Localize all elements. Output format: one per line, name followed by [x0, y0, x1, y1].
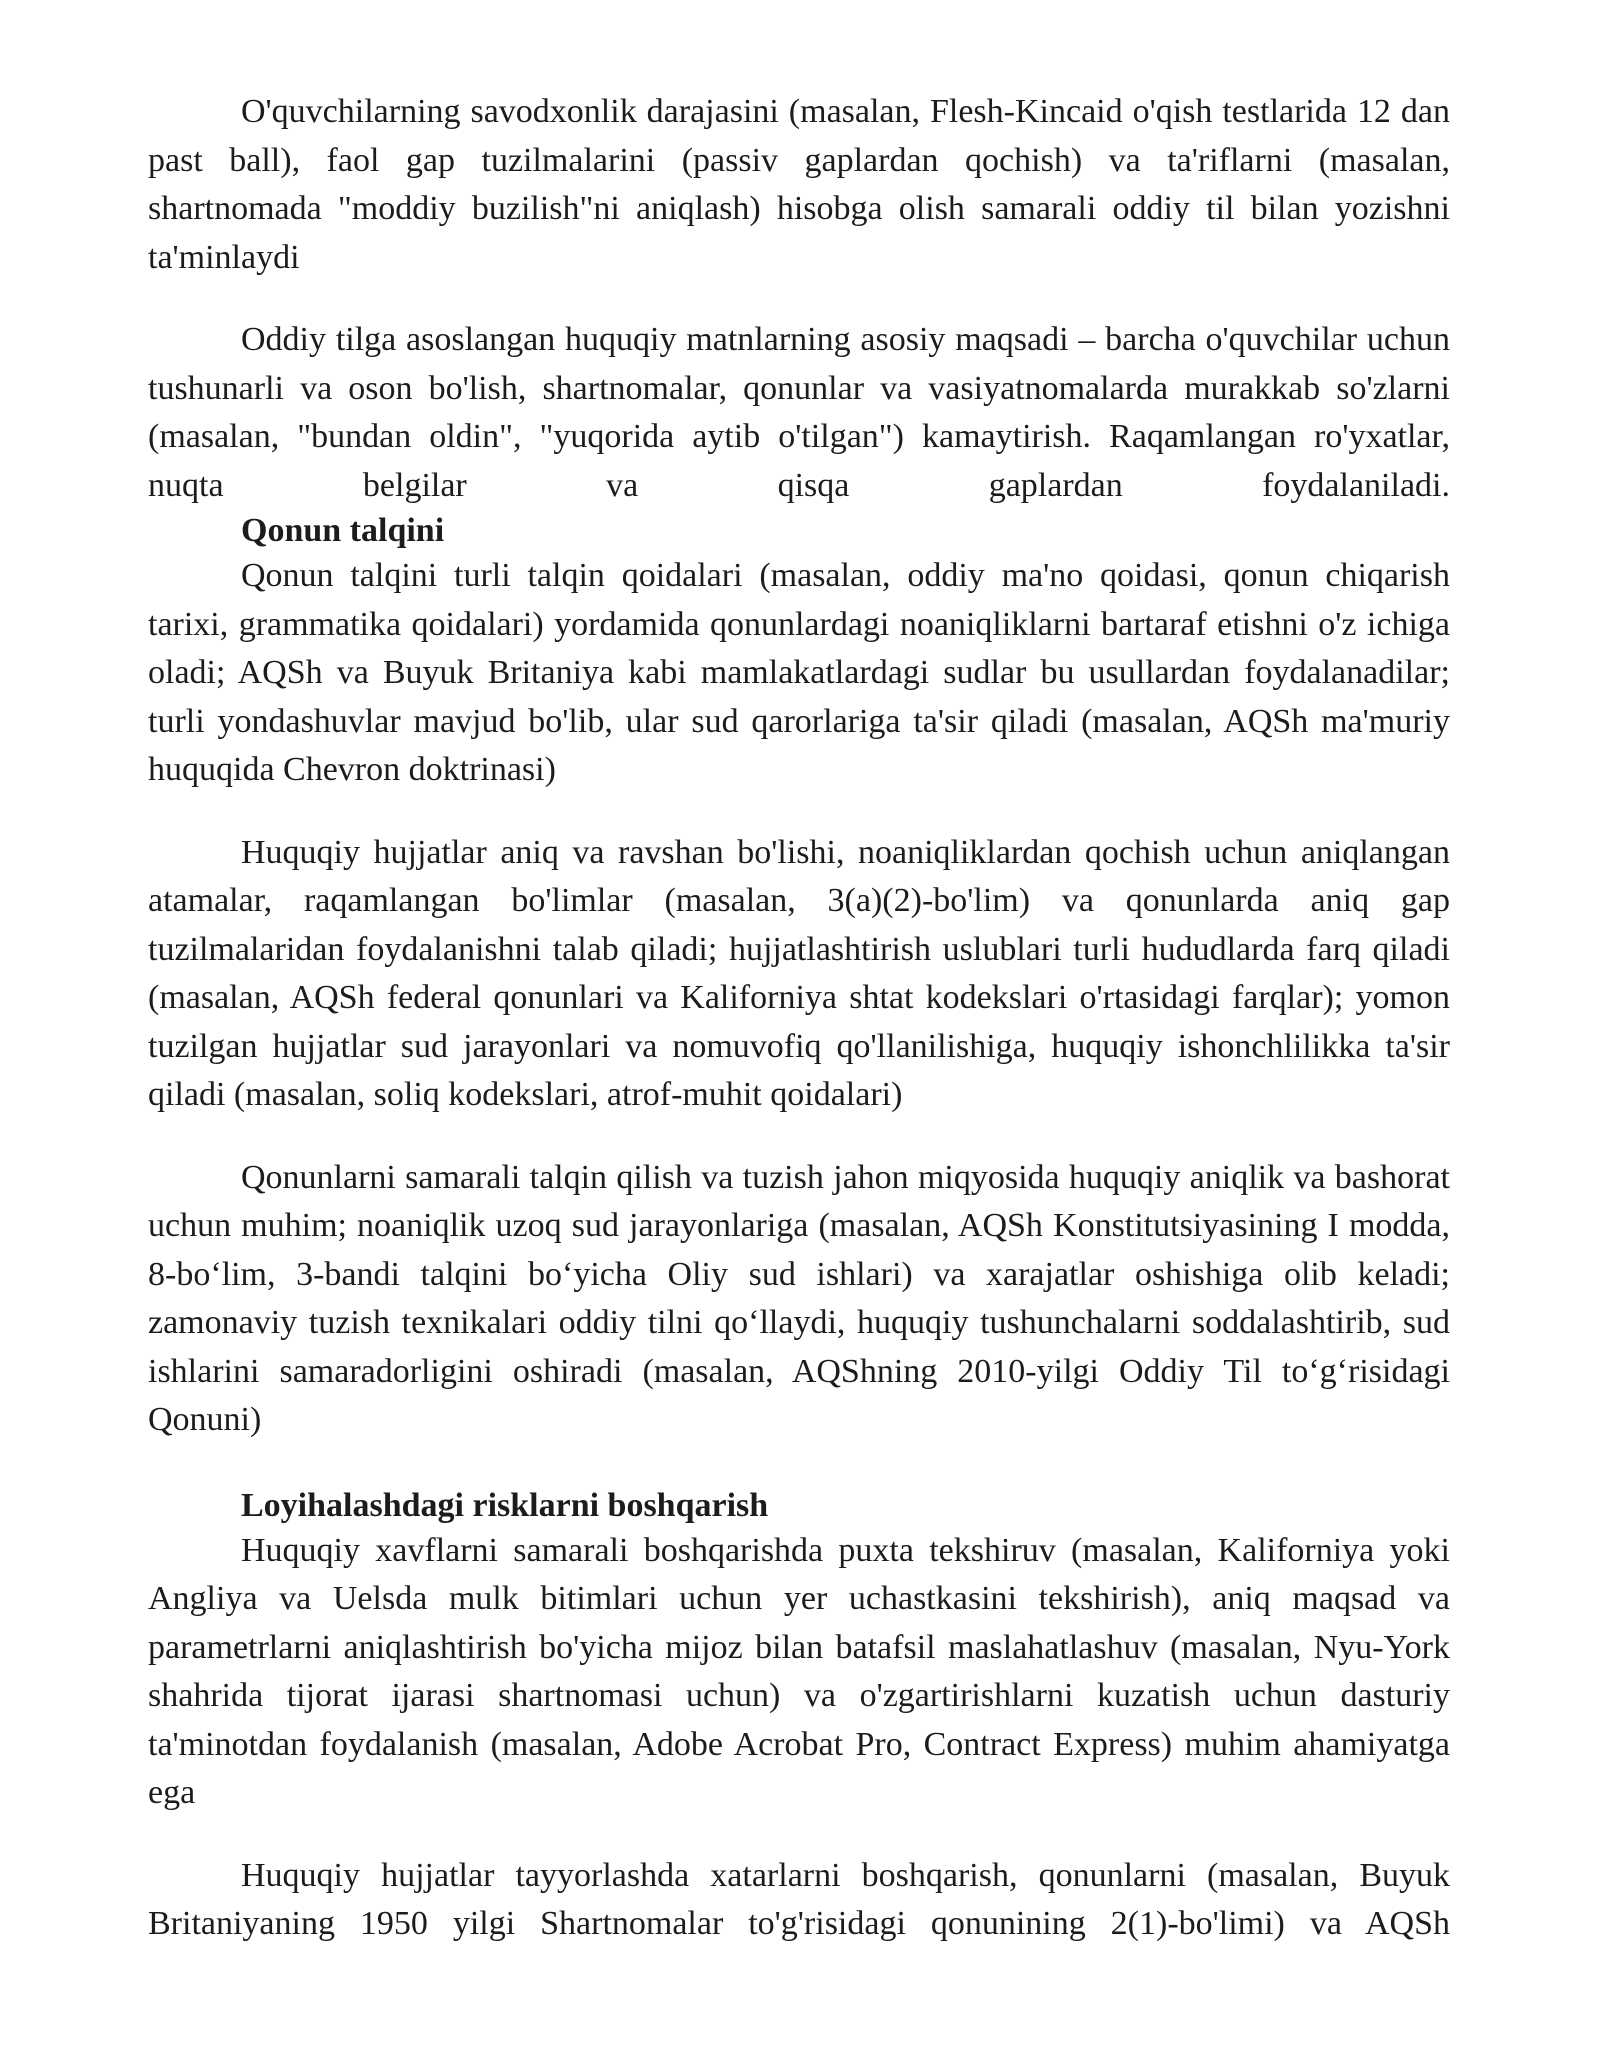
document-page [148, 88, 1450, 1949]
paragraph-risk-management: Huquqiy xavflarni samarali boshqarishda puxta tekshiruv (masalan, Kaliforniya yoki Angliya va Uelsda mulk bitimlari uchun yer uchastkasini tekshirish), aniq maqsad va parametrlarni aniqlashtirish bo'yicha mijoz bilan batafsil maslahatlashuv (masalan, Nyu-York shahrida tijorat ijarasi shartnomasi uchun) va o'zgartirishlarni kuzatish uchun dasturiy ta'minotdan foydalanish (masalan, Adobe Acrobat Pro, Contract Express) muhim ahamiyatga ega [148, 1531, 1450, 1811]
paragraph-interpretation-rules: Qonun talqini turli talqin qoidalari (masalan, oddiy ma'no qoidasi, qonun chiqarish tarixi, grammatika qoidalari) yordamida qonunlardagi noaniqliklarni bartaraf etishni o'z ichiga oladi; AQSh va Buyuk Britaniya kabi mamlakatlardagi sudlar bu usullardan foydalanadilar; turli yondashuvlar mavjud bo'lib, ular sud qarorlariga ta'sir qiladi (masalan, AQSh ma'muriy huquqida Chevron doktrinasi) [148, 557, 1450, 788]
paragraph-risk-drafting: Huquqiy hujjatlar tayyorlashda xatarlarni boshqarish, qonunlarni (masalan, Buyuk Britaniyaning 1950 yilgi Shartnomalar to'g'risidagi qonunining 2(1)-bo'limi) va AQSh [148, 1856, 1450, 1942]
section-heading-risk: Loyihalashdagi risklarni boshqarish [241, 1486, 769, 1524]
paragraph-document-clarity: Huquqiy hujjatlar aniq va ravshan bo'lishi, noaniqliklardan qochish uchun aniqlangan atamalar, raqamlangan bo'limlar (masalan, 3(a)(2)-bo'lim) va qonunlarda aniq gap tuzilmalaridan foydalanishni talab qiladi; hujjatlashtirish uslublari turli hududlarda farq qiladi (masalan, AQSh federal qonunlari va Kaliforniya shtat kodekslari o'rtasidagi farqlar); yomon tuzilgan hujjatlar sud jarayonlari va nomuvofiq qo'llanilishiga, huquqiy ishonchlilikka ta'sir qiladi (masalan, soliq kodekslari, atrof-muhit qoidalari) [148, 833, 1450, 1113]
paragraph-plain-language-goal: Oddiy tilga asoslangan huquqiy matnlarning asosiy maqsadi – barcha o'quvchilar uchun tushunarli va oson bo'lish, shartnomalar, qonunlar va vasiyatnomalarda murakkab so'zlarni (masalan, "bundan oldin", "yuqorida aytib o'tilgan") kamaytirish. Raqamlangan ro'yxatlar, nuqta belgilar va qisqa gaplardan foydalaniladi. [148, 321, 1450, 504]
paragraph-effective-drafting: Qonunlarni samarali talqin qilish va tuzish jahon miqyosida huquqiy aniqlik va bashorat uchun muhim; noaniqlik uzoq sud jarayonlariga (masalan, AQSh Konstitutsiyasining I modda, 8-bo‘lim, 3-bandi talqini bo‘yicha Oliy sud ishlari) va xarajatlar oshishiga olib keladi; zamonaviy tuzish texnikalari oddiy tilni qo‘llaydi, huquqiy tushunchalarni soddalashtirib, sud ishlarini samaradorligini oshiradi (masalan, AQShning 2010-yilgi Oddiy Til to‘g‘risidagi Qonuni) [148, 1158, 1450, 1438]
paragraph-readability: O'quvchilarning savodxonlik darajasini (masalan, Flesh-Kincaid o'qish testlarida 12 dan past ball), faol gap tuzilmalarini (passiv gaplardan qochish) va ta'riflarni (masalan, shartnomada "moddiy buzilish"ni aniqlash) hisobga olish samarali oddiy til bilan yozishni ta'minlaydi [148, 93, 1450, 276]
section-heading-interpretation: Qonun talqini [241, 512, 445, 549]
